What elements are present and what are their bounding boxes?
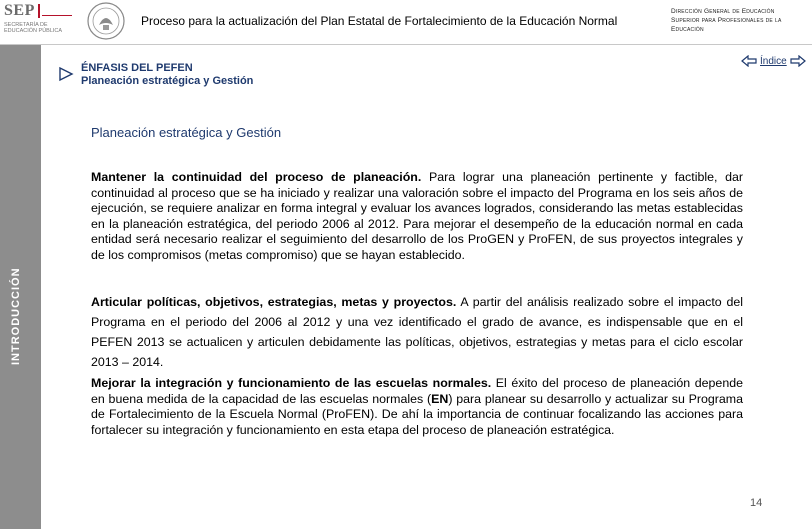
sep-logo (4, 2, 76, 42)
previous-arrow-icon[interactable] (741, 55, 757, 67)
sep-logo-text: SEP (4, 2, 35, 19)
play-icon (58, 66, 74, 82)
header-divider (0, 44, 812, 45)
index-nav (741, 53, 806, 69)
page-number: 14 (750, 497, 763, 509)
index-link[interactable]: Índice (760, 55, 787, 67)
paragraph-lead: Mejorar la integración y funcionamiento de las escuelas normales. (91, 376, 492, 390)
section-subtitle: Planeación estratégica y Gestión (81, 75, 254, 87)
paragraph-school-integration (91, 376, 743, 438)
paragraph-lead: Mantener la continuidad del proceso de planeación. (91, 170, 422, 184)
paragraph-body: A partir del análisis realizado sobre el impacto del Programa en el periodo del 2006 al 2012 y una vez identificado el grado de avance, es indispensable que en el PEFEN 2013 se actualicen y articulen debidamente las políticas, objetivos, estrategias y metas para el ciclo escolar 2013 – 2014. (91, 295, 743, 369)
en-abbreviation: EN (431, 391, 449, 406)
next-arrow-icon[interactable] (790, 55, 806, 67)
paragraph-planning-continuity (91, 170, 743, 263)
paragraph-body: Para lograr una planeación pertinente y factible, dar continuidad al proceso que se ha iniciado y realizar una valoración sobre el impacto del Programa en los seis años de ejecución, se requiere analizar en forma integral y evaluar los avances logrados, considerando las metas establecidas en la planeación estratégica, del periodo 2006 al 2012. Para mejorar el desempeño de la educación normal en cada entidad será necesario realizar el seguimiento del desarrollo de los ProGEN y ProFEN, de sus proyectos integrales y de los compromisos (metas compromiso) que se hayan establecido. (91, 170, 743, 262)
section-kicker: ÉNFASIS DEL PEFEN (81, 62, 193, 74)
paragraph-body-continued: ) para planear su desarrollo y actualizar su Programa de Fortalecimiento de la Escuela Normal (ProFEN). De ahí la importancia de continuar focalizando las acciones para fortalecer su integración y funcionamiento en esta etapa del proceso de planeación estratégica. (91, 391, 744, 437)
paragraph-lead: Articular políticas, objetivos, estrategias, metas y proyectos. (91, 295, 457, 309)
content-heading: Planeación estratégica y Gestión (91, 125, 282, 140)
sep-subtitle: SECRETARÍA DE EDUCACIÓN PÚBLICA (4, 22, 63, 34)
header (0, 0, 812, 44)
paragraph-body: El éxito del proceso de planeación depende en buena medida de la capacidad de las escuelas normales ( (91, 376, 743, 406)
paragraph-articulate-policies (91, 292, 743, 372)
mexico-seal-icon (86, 1, 126, 41)
page-title: Proceso para la actualización del Plan Estatal de Fortalecimiento de la Educación Normal (141, 14, 618, 28)
sidebar (0, 45, 41, 529)
direction-label: Dirección General de Educación Superior para Profesionales de la Educación (671, 8, 782, 33)
sidebar-label: INTRODUCCIÓN (10, 267, 22, 365)
